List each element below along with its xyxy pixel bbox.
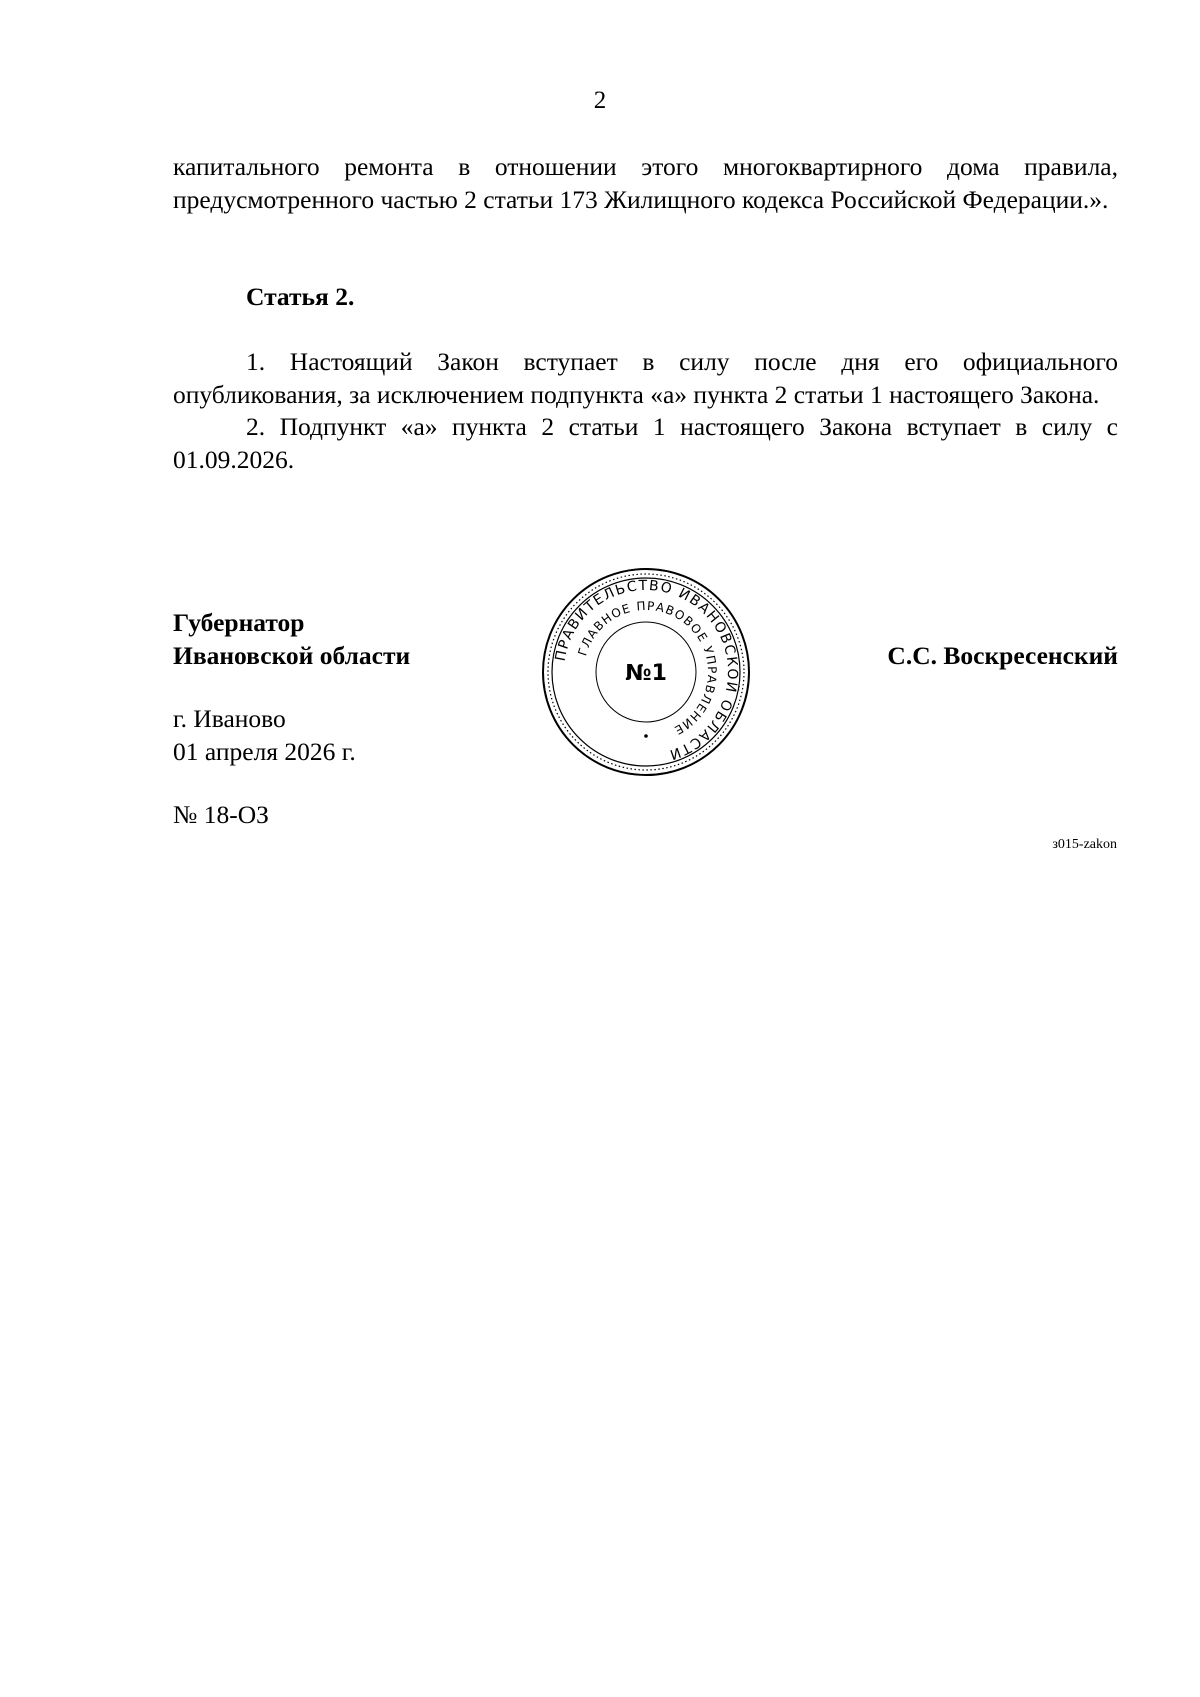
signature-title-line-2: Ивановской области bbox=[173, 640, 411, 670]
document-code: з015-zakon bbox=[1052, 837, 1117, 852]
continuation-paragraph bbox=[173, 151, 1118, 216]
place-and-date bbox=[173, 703, 356, 768]
seal-center-number: №1 bbox=[625, 661, 667, 686]
article-body bbox=[173, 346, 1118, 476]
seal-inner-text: ГЛАВНОЕ ПРАВОВОЕ УПРАВЛЕНИЕ bbox=[575, 598, 720, 738]
signatory-name: С.С. Воскресенский bbox=[887, 641, 1118, 670]
continuation-text: капитального ремонта в отношении этого многоквартирного дома правила, предусмотренного частью 2 статьи 173 Жилищного кодекса Российской Федерации.». bbox=[173, 152, 1118, 214]
seal-graphic bbox=[540, 566, 752, 778]
article-paragraph-1: 1. Настоящий Закон вступает в силу после дня его официального опубликования, за исключением подпункта «а» пункта 2 статьи 1 настоящего Закона. bbox=[173, 347, 1118, 409]
article-paragraph-2: 2. Подпункт «а» пункта 2 статьи 1 настоящего Закона вступает в силу с 01.09.2026. bbox=[173, 412, 1118, 474]
signature-title bbox=[173, 607, 410, 672]
place-of-signing: г. Иваново bbox=[173, 704, 286, 733]
signing-date: 01 апреля 2026 г. bbox=[173, 736, 356, 766]
seal-outer-text: ПРАВИТЕЛЬСТВО ИВАНОВСКОЙ ОБЛАСТИ bbox=[552, 577, 741, 763]
seal-dot bbox=[644, 734, 648, 738]
signature-title-line-1: Губернатор bbox=[173, 608, 305, 637]
official-seal-stamp bbox=[540, 566, 752, 778]
page-number: 2 bbox=[593, 87, 607, 114]
law-number: № 18-ОЗ bbox=[173, 800, 269, 829]
article-heading: Статья 2. bbox=[246, 282, 355, 311]
